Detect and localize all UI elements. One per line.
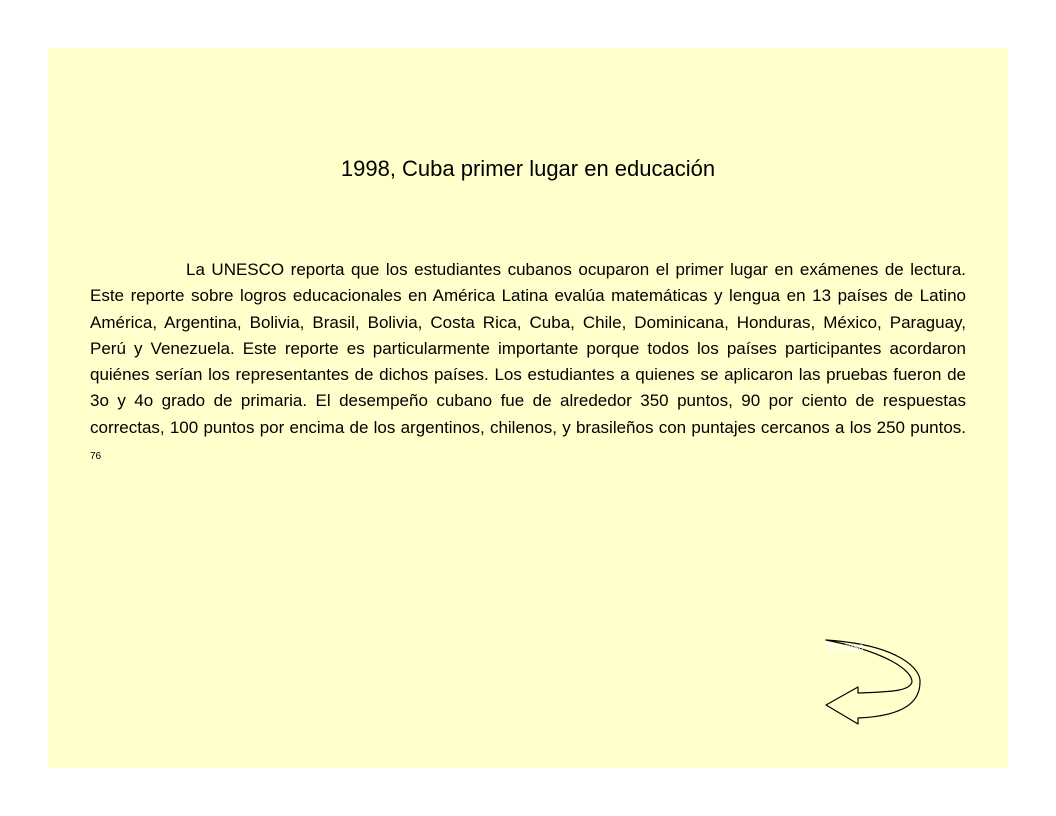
slide-body: [90, 257, 966, 470]
slide-title: 1998, Cuba primer lugar en educación: [340, 156, 716, 181]
body-text: La UNESCO reporta que los estudiantes cubanos ocuparon el primer lugar en exámenes de lectura. Este reporte sobre logros educacionales en América Latina evalúa matemáticas y lengua en 13 países de Latino América, Argentina, Bolivia, Brasil, Bolivia, Costa Rica, Cuba, Chile, Dominicana, Honduras, México, Paraguay, Perú y Venezuela. Este reporte es particularmente importante porque todos los países participantes acordaron quiénes serían los representantes de dichos países. Los estudiantes a quienes se aplicaron las pruebas fueron de 3o y 4o grado de primaria. El desempeño cubano fue de alrededor 350 puntos, 90 por ciento de respuestas correctas, 100 puntos por encima de los argentinos, chilenos, y brasileños con puntajes cercanos a los 250 puntos.: [90, 260, 966, 437]
return-button[interactable]: [826, 640, 926, 740]
footnote-number: 76: [90, 451, 102, 463]
curved-arrow-left-icon: [826, 640, 926, 740]
slide: [48, 48, 1008, 768]
return-link-label[interactable]: Regreso: [826, 642, 864, 653]
